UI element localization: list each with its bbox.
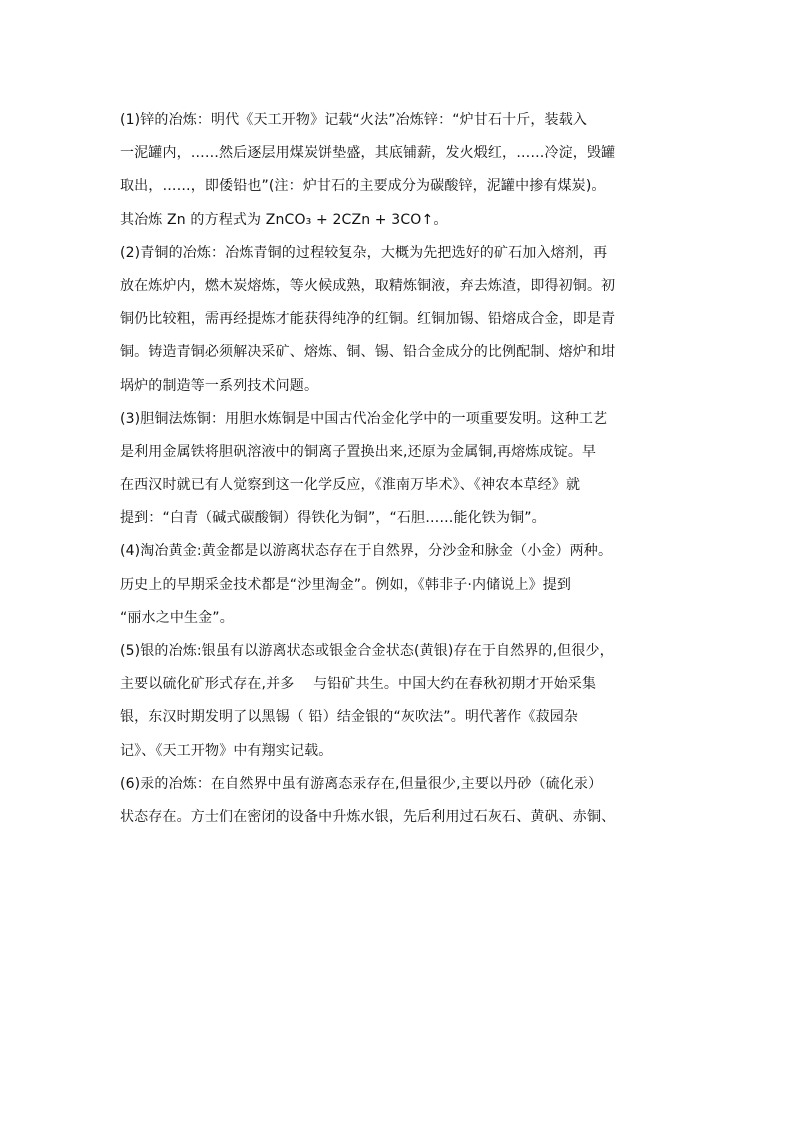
text-line: 铜仍比较粗，需再经提炼才能获得纯净的红铜。红铜加锡、铅熔成合金，即是青 — [120, 311, 616, 328]
text-line: 在西汉时就已有人觉察到这一化学反应，《淮南万毕术》、《神农本草经》就 — [120, 477, 581, 494]
text-line: 是利用金属铁将胆矾溶液中的铜离子置换出来,还原为金属铜,再熔炼成锭。早 — [120, 443, 597, 460]
text-line: 取出，……，即倭铅也”(注：炉甘石的主要成分为碳酸锌，泥罐中掺有煤炭)。 — [120, 178, 606, 195]
text-line: (4)淘冶黄金:黄金都是以游离状态存在于自然界，分沙金和脉金（小金）两种。 — [120, 543, 613, 560]
text-line: 历史上的早期采金技术都是“沙里淘金”。例如，《韩非子·内储说上》提到 — [120, 576, 572, 593]
text-line: 状态存在。方士们在密闭的设备中升炼水银，先后利用过石灰石、黄矾、赤铜、 — [120, 808, 616, 825]
text-line: 其冶炼 Zn 的方程式为 ZnCO₃ + 2CZn + 3CO↑。 — [120, 211, 448, 228]
text-line: 埚炉的制造等一系列技术问题。 — [120, 377, 319, 394]
text-line: 铜。铸造青铜必须解决采矿、熔炼、铜、锡、铅合金成分的比例配制、熔炉和坩 — [120, 344, 616, 361]
text-line: “丽水之中生金”。 — [120, 609, 234, 626]
text-line: 记》、《天工开物》中有翔实记载。 — [120, 742, 333, 759]
text-line: (2)青铜的冶炼：冶炼青铜的过程较复杂，大概为先把选好的矿石加入熔剂，再 — [120, 244, 608, 261]
document-body — [120, 104, 676, 834]
text-line: (1)锌的冶炼：明代《天工开物》记载“火法”冶炼锌：“炉甘石十斤，装载入 — [120, 112, 587, 128]
text-line: 银，东汉时期发明了以黑锡（ 铅）结金银的“灰吹法”。明代著作《菽园杂 — [120, 709, 579, 726]
text-line: 提到：“白青（碱式碳酸铜）得铁化为铜”，“石胆……能化铁为铜”。 — [120, 510, 546, 527]
text-line: 一泥罐内，……然后逐层用煤炭饼垫盛，其底铺薪，发火煅红，……冷淀，毁罐 — [120, 145, 616, 162]
text-line: (6)汞的冶炼：在自然界中虽有游离态汞存在,但量很少,主要以丹砂（硫化汞） — [120, 775, 603, 792]
text-line: 放在炼炉内，燃木炭熔炼，等火候成熟，取精炼铜液，弃去炼渣，即得初铜。初 — [120, 277, 616, 294]
text-line: (3)胆铜法炼铜：用胆水炼铜是中国古代冶金化学中的一项重要发明。这种工艺 — [120, 410, 608, 427]
text-line: 主要以硫化矿形式存在,并多 与铅矿共生。中国大约在春秋初期才开始采集 — [120, 676, 597, 693]
text-line: (5)银的冶炼:银虽有以游离状态或银金合金状态(黄银)存在于自然界的,但很少， — [120, 643, 614, 659]
